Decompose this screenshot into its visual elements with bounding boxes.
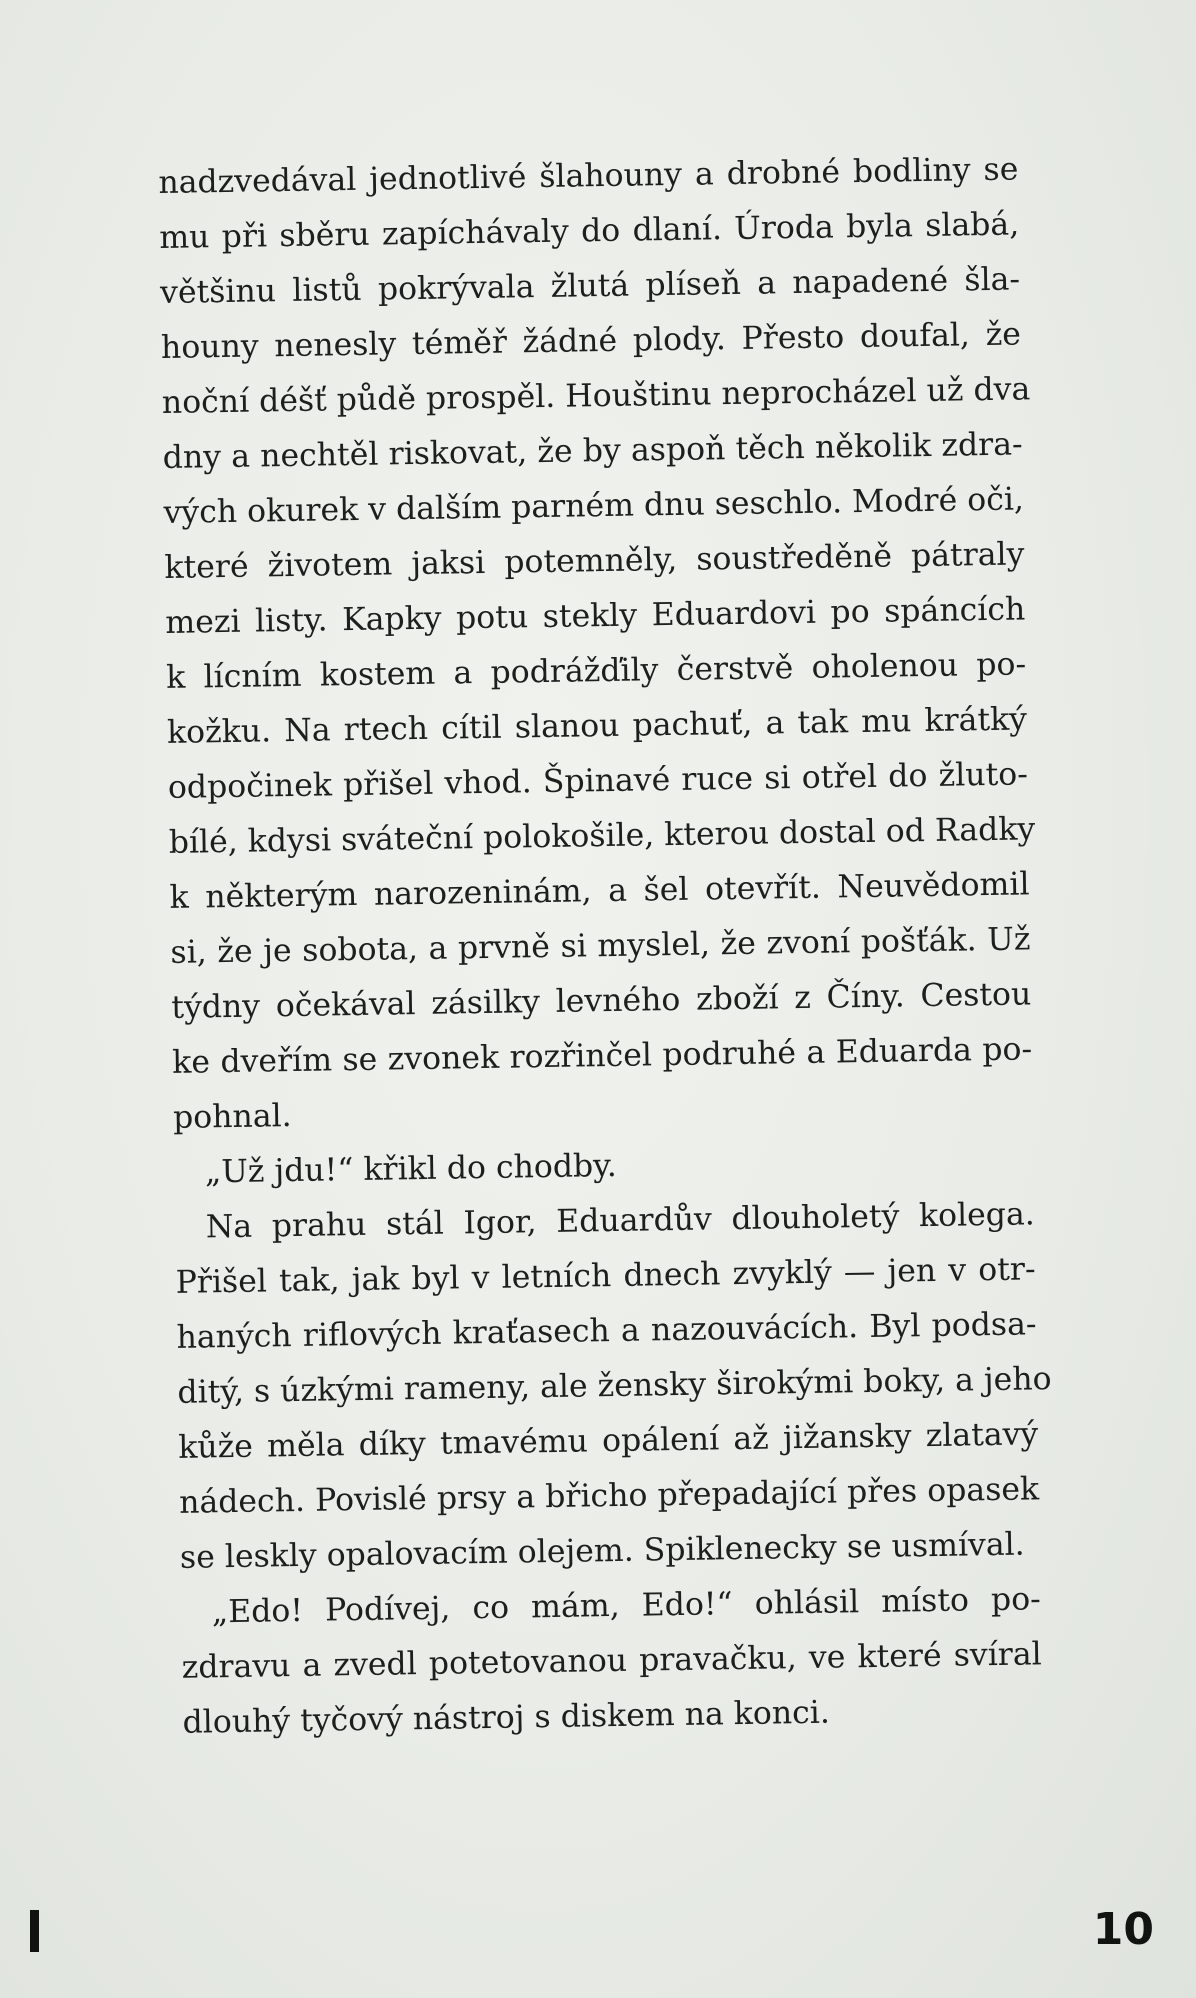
text-line: nádech. Povislé prsy a břicho přepadající přes opasek	[178, 1471, 1040, 1521]
text-line: týdny očekával zásilky levného zboží z Číny. Cestou	[171, 976, 1032, 1026]
text-line: „Edo! Podívej, co mám, Edo!“ ohlásil místo po-	[211, 1581, 1042, 1631]
text-line: noční déšť půdě prospěl. Houštinu neprocházel už dva	[161, 371, 1031, 421]
text-line: Přišel tak, jak byl v letních dnech zvyklý — jen v otr-	[175, 1251, 1036, 1301]
text-line: odpočinek přišel vhod. Špinavé ruce si otřel do žluto-	[167, 756, 1029, 806]
text-line: se leskly opalovacím olejem. Spiklenecky se usmíval.	[179, 1526, 1025, 1576]
text-line: k lícním kostem a podrážďily čerstvě oholenou po-	[165, 646, 1027, 696]
text-line: mezi listy. Kapky potu stekly Eduardovi po spáncích	[165, 591, 1026, 641]
text-line: Na prahu stál Igor, Eduardův dlouholetý kolega.	[205, 1196, 1036, 1246]
text-line: pohnal.	[172, 1098, 292, 1136]
text-line: ditý, s úzkými rameny, ale žensky širokými boky, a jeho	[177, 1361, 1052, 1411]
text-line: si, že je sobota, a prvně si myslel, že zvoní pošťák. Už	[170, 921, 1031, 971]
text-line: k některým narozeninám, a šel otevřít. Neuvědomil	[169, 866, 1030, 916]
text-line: zdravu a zvedl potetovanou pravačku, ve které svíral	[181, 1636, 1042, 1686]
text-line: dny a nechtěl riskovat, že by aspoň těch několik zdra-	[162, 426, 1023, 476]
page-number: 10	[1092, 1904, 1154, 1955]
text-line: dlouhý tyčový nástroj s diskem na konci.	[182, 1694, 831, 1741]
text-line: vých okurek v dalším parném dnu seschlo. Modré oči,	[163, 481, 1025, 531]
text-line: kůže měla díky tmavému opálení až jižansky zlatavý	[178, 1416, 1039, 1466]
text-line: mu při sběru zapíchávaly do dlaní. Úroda byla slabá,	[159, 206, 1020, 256]
text-line: ke dveřím se zvonek rozřinčel podruhé a Eduarda po-	[171, 1031, 1033, 1081]
text-line: houny nenesly téměř žádné plody. Přesto doufal, že	[160, 316, 1022, 366]
text-line: bílé, kdysi sváteční polokošile, kterou dostal od Radky	[168, 811, 1036, 861]
text-line: nadzvedával jednotlivé šlahouny a drobné bodliny se	[158, 151, 1019, 201]
text-line: které životem jaksi potemněly, soustředěně pátraly	[164, 536, 1025, 586]
body-text	[158, 142, 1052, 1750]
text-line: „Už jdu!“ křikl do chodby.	[204, 1147, 618, 1191]
text-line: většinu listů pokrývala žlutá plíseň a napadené šla-	[159, 261, 1021, 311]
chapter-mark	[30, 1910, 39, 1952]
text-line: kožku. Na rtech cítil slanou pachuť, a tak mu krátký	[166, 701, 1028, 751]
text-line: haných riflových kraťasech a nazouvácích. Byl podsa-	[176, 1306, 1037, 1356]
